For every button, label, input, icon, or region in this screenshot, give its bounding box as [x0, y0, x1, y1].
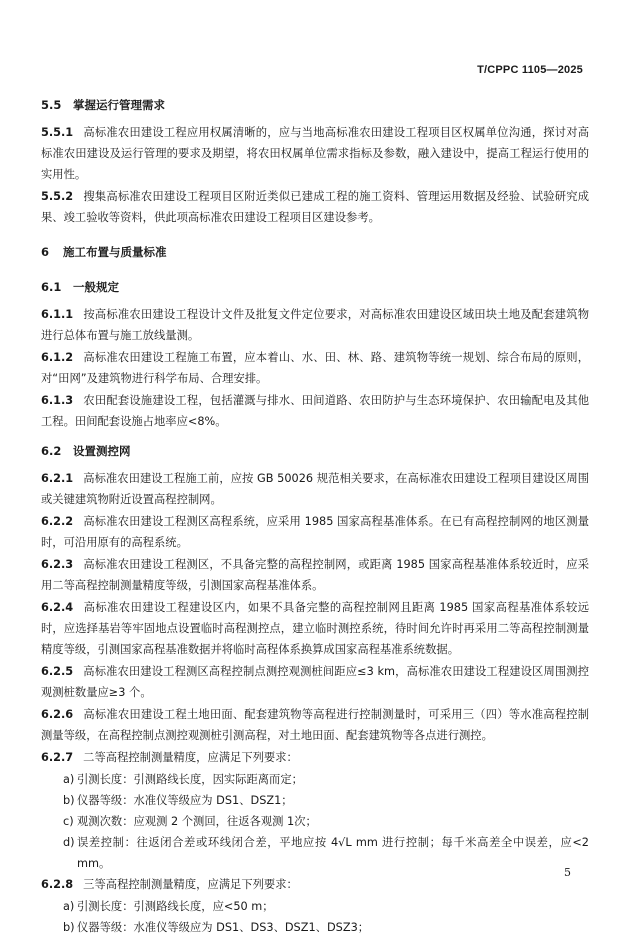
clause-paragraph [41, 511, 589, 553]
list-item-text: 观测次数：应观测 2 个测回，往返各观测 1次； [77, 815, 317, 828]
clause-number: 6.1.3 [41, 394, 74, 407]
clause-number: 6.2.5 [41, 665, 74, 678]
clause-paragraph [41, 704, 589, 746]
list-item [41, 896, 589, 917]
clause-text: 高标准农田建设工程施工前，应按 GB 50026 规范相关要求，在高标准农田建设工程项目建设区周围或关键建筑物附近设置高程控制网。 [41, 472, 589, 506]
section-heading [41, 442, 589, 460]
list-marker: b) [63, 794, 75, 807]
section-number: 6.2 [41, 444, 62, 458]
clause-paragraph [41, 874, 589, 895]
chapter-heading [41, 243, 589, 261]
clause-text: 搜集高标准农田建设工程项目区附近类似已建成工程的施工资料、管理运用数据及经验、试验研究成果、竣工验收等资料，供此项高标准农田建设工程项目区建设参考。 [41, 190, 589, 224]
chapter-title: 施工布置与质量标准 [63, 245, 167, 259]
clause-text: 高标准农田建设工程测区高程系统，应采用 1985 国家高程基准体系。在已有高程控制网的地区测量时，可沿用原有的高程系统。 [41, 515, 589, 549]
clause-paragraph [41, 468, 589, 510]
clause-text: 高标准农田建设工程建设区内，如果不具备完整的高程控制网且距离 1985 国家高程基准体系较远时，应选择基岩等牢固地点设置临时高程测控点，建立临时测控系统，待时间允许时再采用二等高程控制测量精度等级，引测国家高程基准数据并将临时高程体系换算成国家高程基准系统数据。 [41, 601, 589, 656]
standard-id-header: T/CPPC 1105—2025 [477, 64, 583, 76]
clause-paragraph [41, 390, 589, 432]
clause-paragraph [41, 122, 589, 185]
clause-number: 6.2.4 [41, 601, 74, 614]
clause-paragraph [41, 304, 589, 346]
clause-paragraph [41, 747, 589, 768]
clause-paragraph [41, 661, 589, 703]
clause-text: 三等高程控制测量精度，应满足下列要求： [83, 878, 298, 891]
list-item-text: 误差控制：往返闭合差或环线闭合差，平地应按 4√L mm 进行控制；每千米高差全中误差，应<2 mm。 [77, 836, 589, 870]
clause-number: 6.2.1 [41, 472, 74, 485]
list-item-text: 仪器等级：水准仪等级应为 DS1、DSZ1； [77, 794, 293, 807]
clause-number: 6.2.6 [41, 708, 74, 721]
clause-number: 6.2.7 [41, 751, 74, 764]
page-number: 5 [564, 866, 571, 879]
clause-number: 6.2.2 [41, 515, 74, 528]
list-marker: c) [63, 815, 74, 828]
clause-paragraph [41, 597, 589, 660]
clause-number: 6.1.1 [41, 308, 74, 321]
clause-text: 农田配套设施建设工程，包括灌溉与排水、田间道路、农田防护与生态环境保护、农田输配电及其他工程。田间配套设施占地率应<8%。 [41, 394, 589, 428]
list-item-text: 引测长度：引测路线长度，应<50 m； [77, 900, 274, 913]
list-item [41, 811, 589, 832]
document-body [41, 96, 589, 938]
clause-number: 5.5.1 [41, 126, 74, 139]
clause-paragraph [41, 186, 589, 228]
list-item [41, 917, 589, 938]
list-marker: b) [63, 921, 75, 934]
clause-paragraph [41, 347, 589, 389]
section-title: 设置测控网 [73, 444, 131, 458]
clause-text: 高标准农田建设工程施工布置，应本着山、水、田、林、路、建筑物等统一规划、综合布局的原则，对“田网”及建筑物进行科学布局、合理安排。 [41, 351, 589, 385]
list-marker: a) [63, 773, 75, 786]
clause-text: 高标准农田建设工程土地田面、配套建筑物等高程进行控制测量时，可采用三（四）等水准高程控制测量等级，在高程控制点测控观测桩引测高程，对土地田面、配套建筑物等各点进行测控。 [41, 708, 589, 742]
list-marker: d) [63, 836, 75, 849]
list-item [41, 790, 589, 811]
list-item [41, 832, 589, 874]
clause-text: 高标准农田建设工程测区，不具备完整的高程控制网，或距离 1985 国家高程基准体系较近时，应采用二等高程控制测量精度等级，引测国家高程基准体系。 [41, 558, 589, 592]
section-title: 一般规定 [73, 280, 119, 294]
section-title: 掌握运行管理需求 [73, 98, 165, 112]
list-marker: a) [63, 900, 75, 913]
clause-number: 6.1.2 [41, 351, 74, 364]
clause-number: 6.2.8 [41, 878, 74, 891]
clause-paragraph [41, 554, 589, 596]
section-heading [41, 278, 589, 296]
section-number: 6.1 [41, 280, 62, 294]
clause-text: 按高标准农田建设工程设计文件及批复文件定位要求，对高标准农田建设区域田块土地及配套建筑物进行总体布置与施工放线量测。 [41, 308, 589, 342]
clause-number: 6.2.3 [41, 558, 74, 571]
chapter-number: 6 [41, 245, 50, 259]
list-item-text: 引测长度：引测路线长度，因实际距离而定； [77, 773, 303, 786]
clause-text: 高标准农田建设工程应用权属清晰的，应与当地高标准农田建设工程项目区权属单位沟通，探讨对高标准农田建设及运行管理的要求及期望，将农田权属单位需求指标及参数，融入建设中，提高工程运行使用的实用性。 [41, 126, 589, 181]
list-item-text: 仪器等级：水准仪等级应为 DS1、DS3、DSZ1、DSZ3； [77, 921, 370, 934]
clause-text: 二等高程控制测量精度，应满足下列要求： [83, 751, 298, 764]
section-number: 5.5 [41, 98, 62, 112]
list-item [41, 769, 589, 790]
section-heading [41, 96, 589, 114]
clause-number: 5.5.2 [41, 190, 74, 203]
clause-text: 高标准农田建设工程测区高程控制点测控观测桩间距应≤3 km，高标准农田建设工程建设区周围测控观测桩数量应≥3 个。 [41, 665, 589, 699]
